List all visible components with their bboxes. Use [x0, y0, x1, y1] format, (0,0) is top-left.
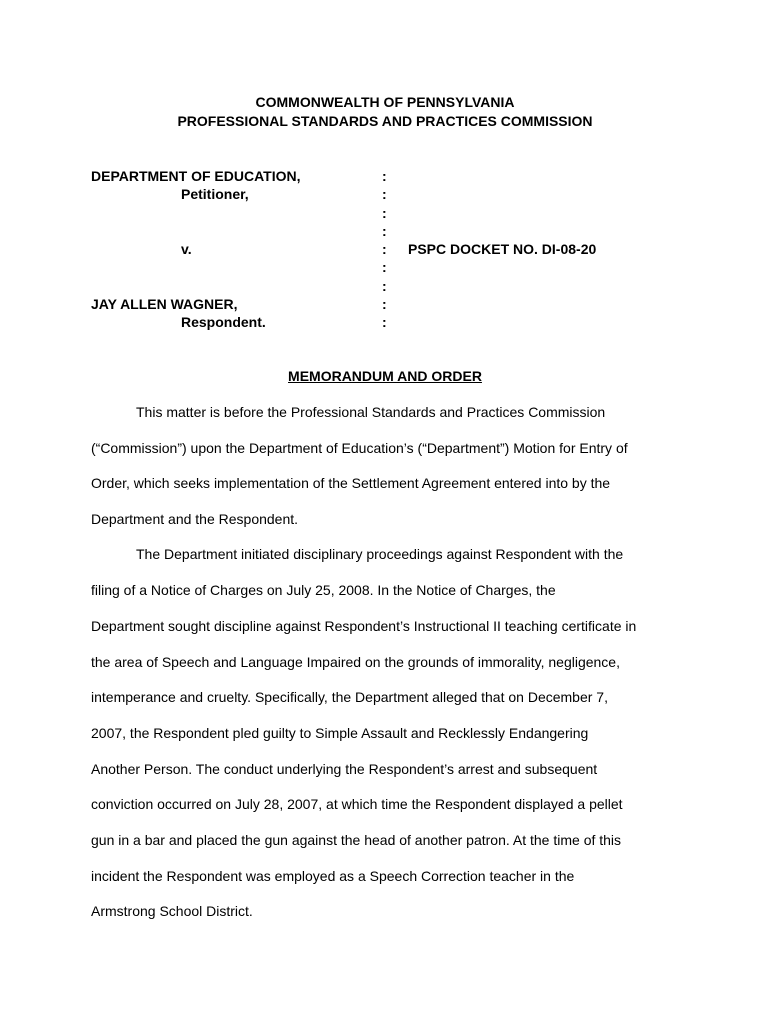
body-line: filing of a Notice of Charges on July 25, 2008. In the Notice of Charges, the	[91, 582, 556, 598]
body-line: Order, which seeks implementation of the Settlement Agreement entered into by the	[91, 475, 611, 491]
versus-label: v.	[181, 241, 192, 257]
memorandum-title: MEMORANDUM AND ORDER	[288, 368, 482, 384]
body-line: Department sought discipline against Respondent’s Instructional II teaching certificate in	[91, 618, 637, 634]
body-line: The Department initiated disciplinary proceedings against Respondent with the	[136, 546, 624, 562]
caption-colon: :	[382, 223, 387, 239]
body-line: conviction occurred on July 28, 2007, at which time the Respondent displayed a pellet	[91, 796, 623, 812]
body-line: 2007, the Respondent pled guilty to Simple Assault and Recklessly Endangering	[91, 725, 589, 741]
body-line: Another Person. The conduct underlying the Respondent’s arrest and subsequent	[91, 761, 598, 777]
petitioner-name: DEPARTMENT OF EDUCATION,	[91, 168, 301, 184]
caption-colon: :	[382, 186, 387, 202]
caption-colon: :	[382, 168, 387, 184]
body-line: This matter is before the Professional Standards and Practices Commission	[136, 404, 606, 420]
body-line: incident the Respondent was employed as a Speech Correction teacher in the	[91, 868, 575, 884]
respondent-name: JAY ALLEN WAGNER,	[91, 296, 238, 312]
caption-colon: :	[382, 259, 387, 275]
petitioner-role: Petitioner,	[181, 186, 249, 202]
caption-colon: :	[382, 296, 387, 312]
caption-colon: :	[382, 314, 387, 330]
caption-colon: :	[382, 278, 387, 294]
docket-number: PSPC DOCKET NO. DI-08-20	[408, 241, 597, 257]
body-line: Armstrong School District.	[91, 903, 253, 919]
caption-colon: :	[382, 241, 387, 257]
body-line: Department and the Respondent.	[91, 511, 299, 527]
body-line: intemperance and cruelty. Specifically, the Department alleged that on December 7,	[91, 689, 608, 705]
caption-colon: :	[382, 205, 387, 221]
body-line: (“Commission”) upon the Department of Education’s (“Department”) Motion for Entry of	[91, 440, 628, 456]
header-line-commission: PROFESSIONAL STANDARDS AND PRACTICES COMMISSION	[177, 113, 593, 129]
header-line-commonwealth: COMMONWEALTH OF PENNSYLVANIA	[255, 94, 515, 110]
respondent-role: Respondent.	[181, 314, 266, 330]
body-line: the area of Speech and Language Impaired on the grounds of immorality, negligence,	[91, 654, 620, 670]
body-line: gun in a bar and placed the gun against the head of another patron. At the time of this	[91, 832, 622, 848]
